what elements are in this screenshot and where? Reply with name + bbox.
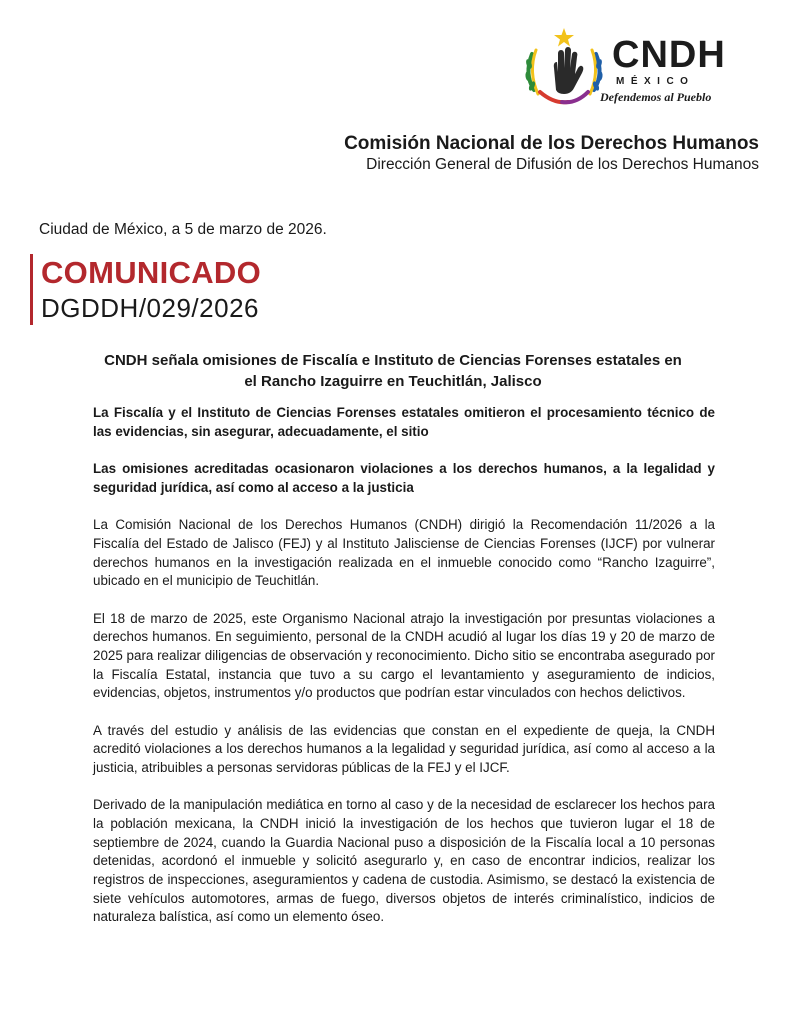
press-release-body	[93, 404, 715, 946]
logo-wordmark: CNDH	[612, 34, 726, 76]
logo-country: MÉXICO	[616, 76, 695, 87]
body-paragraph: La Comisión Nacional de los Derechos Humanos (CNDH) dirigió la Recomendación 11/2026 a la Fiscalía del Estado de Jalisco (FEJ) y al Instituto Jalisciense de Ciencias Forenses (IJCF) por vulnerar derechos humanos en la investigación realizada en el inmueble conocido como “Rancho Izaguirre”, ubicado en el municipio de Teuchitlán.	[93, 517, 715, 589]
body-paragraph: El 18 de marzo de 2025, este Organismo Nacional atrajo la investigación por presuntas violaciones a derechos humanos. En seguimiento, personal de la CNDH acudió al lugar los días 19 y 20 de marzo de 2025 para realizar diligencias de observación y reconocimiento. Dicho sitio se encontraba asegurado por la Fiscalía Estatal, instancia que tuvo a su cargo el levantamiento y aseguramiento de indicios, evidencias, objetos, instrumentos y/o productos que podrían estar vinculados con hechos delictivos.	[93, 610, 715, 701]
body-paragraph: Derivado de la manipulación mediática en torno al caso y de la necesidad de esclarecer los hechos para la población mexicana, la CNDH inició la investigación de los hechos que tuvieron lugar el 18 de septiembre de 2024, cuando la Guardia Nacional puso a disposición de la Fiscalía local a 10 personas detenidas, acordonó el inmueble y solicitó asegurarlo y, en caso de encontrar indicios, realizar los registros de inspecciones, aseguramientos y cadena de custodia. Asimismo, se destacó la existencia de siete vehículos automotores, armas de fuego, diversos objetos de interés criminalístico, indicios de naturaleza balística, así como un elemento óseo.	[93, 797, 715, 925]
organization-name: Comisión Nacional de los Derechos Humanos	[344, 133, 759, 154]
body-paragraph: A través del estudio y análisis de las evidencias que constan en el expediente de queja, la CNDH acreditó violaciones a los derechos humanos a la legalidad y seguridad jurídica, así como al acceso a la justicia, atribuibles a personas servidoras públicas de la FEJ y el IJCF.	[93, 722, 715, 776]
organization-subtitle: Dirección General de Difusión de los Derechos Humanos	[366, 156, 759, 173]
subheadline: Las omisiones acreditadas ocasionaron violaciones a los derechos humanos, a la legalidad y seguridad jurídica, así como al acceso a la justicia	[93, 460, 715, 495]
comunicado-number: DGDDH/029/2026	[41, 293, 259, 323]
headline: CNDH señala omisiones de Fiscalía e Instituto de Ciencias Forenses estatales en el Rancho Izaguirre en Teuchitlán, Jalisco	[104, 352, 682, 390]
date-line: Ciudad de México, a 5 de marzo de 2026.	[39, 221, 327, 238]
subheadline: La Fiscalía y el Instituto de Ciencias Forenses estatales omitieron el procesamiento técnico de las evidencias, sin asegurar, adecuadamente, el sitio	[93, 405, 715, 439]
cndh-emblem-icon	[520, 24, 608, 110]
comunicado-block	[30, 254, 261, 325]
comunicado-title: COMUNICADO	[41, 255, 261, 290]
cndh-logo	[520, 24, 740, 110]
logo-slogan: Defendemos al Pueblo	[600, 90, 712, 104]
